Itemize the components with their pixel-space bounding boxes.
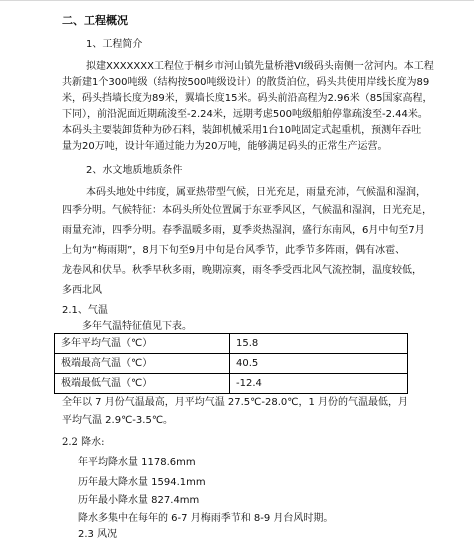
next-subsection-title-partial: 2.3 风况 <box>78 529 118 540</box>
table-row <box>55 374 408 394</box>
para2-line: 本码头地处中纬度，属亚热带型气候，日光充足，雨量充沛，气候温和湿润， <box>86 187 426 198</box>
para1-line: 量为20万吨，设计年通过能力为20万吨，能够满足码头的正常生产运营。 <box>62 141 388 152</box>
para1-line: 下同），前沿泥面近期疏浚至-2.24米，远期考虑500吨级船舶停靠疏浚至-2.44米。 <box>62 109 428 120</box>
table-cell-value: -12.4 <box>230 374 408 394</box>
table-row <box>55 354 408 374</box>
para1-line: 共新建1个300吨级（结构按500吨级设计）的散货泊位，码头共使用岸线长度为89 <box>62 77 430 88</box>
section-title: 二、工程概况 <box>62 14 128 27</box>
subsection-title-1: 1、工程简介 <box>86 39 143 50</box>
subsection-title-2-2: 2.2 降水: <box>62 437 105 448</box>
para2-line: 上旬为“梅雨期”，8月下旬至9月中旬是台风季节，此季节多阵雨，偶有冰雹、 <box>62 245 406 256</box>
rain-line: 历年最小降水量 827.4mm <box>78 495 200 506</box>
table-cell-value: 15.8 <box>230 334 408 354</box>
table-intro: 多年气温特征值见下表。 <box>82 321 192 332</box>
table-cell-label: 极端最高气温（℃） <box>55 354 230 374</box>
para1-line: 拟建XXXXXXX工程位于桐乡市河山镇先量桥港VI级码头南侧一岔河内。本工程 <box>86 61 434 72</box>
temp-note-line: 平均气温 2.9℃-3.5℃。 <box>62 415 174 426</box>
table-cell-label: 极端最低气温（℃） <box>55 374 230 394</box>
subsection-title-2: 2、水文地质地质条件 <box>86 165 183 176</box>
rain-line: 年平均降水量 1178.6mm <box>78 457 196 468</box>
subsection-title-2-1: 2.1、气温 <box>62 305 108 316</box>
para1-line: 本码头主要装卸货种为砂石料，装卸机械采用1台10吨固定式起重机，预测年吞吐 <box>62 125 422 136</box>
table-cell-label: 多年平均气温（℃） <box>55 334 230 354</box>
rain-note: 降水多集中在每年的 6-7 月梅雨季节和 8-9 月台风时期。 <box>78 513 334 524</box>
para2-line: 龙卷风和伏旱。秋季早秋多雨，晚期凉爽，雨冬季受西北风气流控制，温度较低， <box>62 265 422 276</box>
para2-line: 雨量充沛，四季分明。春季温暖多雨，夏季炎热湿润，盛行东南风，6月中旬至7月 <box>62 225 425 236</box>
table-row <box>55 334 408 354</box>
temp-note-line: 全年以 7 月份气温最高，月平均气温 27.5℃-28.0℃，1 月份的气温最低，月 <box>62 397 409 408</box>
rain-line: 历年最大降水量 1594.1mm <box>78 477 206 488</box>
para2-line: 多西北风 <box>62 285 102 296</box>
temperature-table <box>54 333 408 394</box>
para1-line: 米，码头挡墙长度为89米，翼墙长度15米。码头前沿高程为2.96米（85国家高程， <box>62 93 433 104</box>
para2-line: 四季分明。气候特征：本码头所处位置属于东亚季风区，气候温和湿润，日光充足， <box>62 205 432 216</box>
page-top-edge <box>0 0 474 1</box>
table-cell-value: 40.5 <box>230 354 408 374</box>
